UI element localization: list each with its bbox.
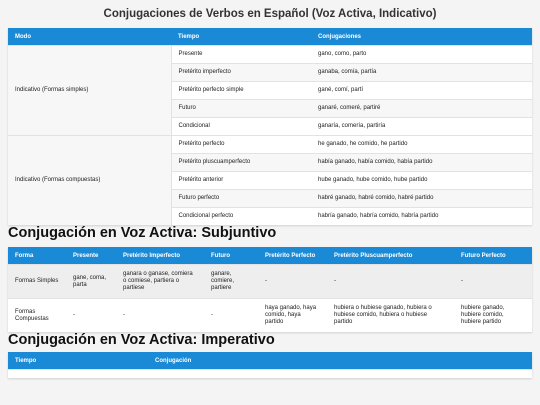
table-cell: -: [204, 299, 258, 333]
imperativo-title: Conjugación en Voz Activa: Imperativo: [8, 332, 275, 348]
tiempo-cell: Pretérito perfecto: [171, 136, 311, 154]
conjugacion-cell: había ganado, había comido, había partido: [311, 154, 532, 172]
subjuntivo-table: [8, 247, 532, 332]
table-cell: [8, 370, 148, 379]
table-cell: -: [258, 265, 327, 299]
tiempo-cell: Condicional perfecto: [171, 208, 311, 226]
column-header: Pretérito Pluscuamperfecto: [327, 247, 454, 265]
conjugacion-cell: he ganado, he comido, he partido: [311, 136, 532, 154]
conjugacion-cell: hube ganado, hube comido, hube partido: [311, 172, 532, 190]
tiempo-cell: Futuro: [171, 100, 311, 118]
indicativo-table: [8, 28, 532, 225]
table-cell: -: [454, 265, 532, 299]
conjugacion-cell: ganaba, comía, partía: [311, 64, 532, 82]
indicativo-header-row: [8, 28, 532, 46]
subjuntivo-header-row: [8, 247, 532, 265]
column-header: Futuro Perfecto: [454, 247, 532, 265]
column-header: Forma: [8, 247, 66, 265]
table-cell: -: [116, 299, 204, 333]
modo-cell: Indicativo (Formas compuestas): [8, 136, 171, 226]
table-row: [8, 299, 532, 333]
tiempo-cell: Pretérito pluscuamperfecto: [171, 154, 311, 172]
table-row: [8, 370, 532, 379]
table-row: [8, 136, 532, 154]
table-cell: hubiera o hubiese ganado, hubiera o hubiese comido, hubiera o hubiese partido: [327, 299, 454, 333]
column-header: Modo: [8, 28, 171, 46]
column-header: Conjugaciones: [311, 28, 532, 46]
column-header: Tiempo: [8, 352, 148, 370]
forma-cell: Formas Simples: [8, 265, 66, 299]
conjugacion-cell: ganaré, comeré, partiré: [311, 100, 532, 118]
conjugacion-cell: gano, como, parto: [311, 46, 532, 64]
page-title: Conjugaciones de Verbos en Español (Voz Activa, Indicativo): [103, 8, 437, 20]
conjugacion-cell: gané, comí, partí: [311, 82, 532, 100]
table-cell: [148, 370, 532, 379]
column-header: Presente: [66, 247, 116, 265]
tiempo-cell: Presente: [171, 46, 311, 64]
table-cell: gane, coma, parta: [66, 265, 116, 299]
conjugacion-cell: ganaría, comería, partiría: [311, 118, 532, 136]
tiempo-cell: Pretérito imperfecto: [171, 64, 311, 82]
conjugacion-cell: habría ganado, habría comido, habría partido: [311, 208, 532, 226]
table-row: [8, 46, 532, 64]
imperativo-table: [8, 352, 532, 378]
column-header: Pretérito Imperfecto: [116, 247, 204, 265]
table-cell: hubiere ganado, hubiere comido, hubiere partido: [454, 299, 532, 333]
table-cell: haya ganado, haya comido, haya partido: [258, 299, 327, 333]
tiempo-cell: Futuro perfecto: [171, 190, 311, 208]
table-cell: ganara o ganase, comiera o comiese, partiera o partiese: [116, 265, 204, 299]
table-cell: ganare, comiere, partiere: [204, 265, 258, 299]
subjuntivo-title: Conjugación en Voz Activa: Subjuntivo: [8, 225, 277, 241]
tiempo-cell: Pretérito anterior: [171, 172, 311, 190]
forma-cell: Formas Compuestas: [8, 299, 66, 333]
column-header: Pretérito Perfecto: [258, 247, 327, 265]
imperativo-header-row: [8, 352, 532, 370]
conjugacion-cell: habré ganado, habré comido, habré partido: [311, 190, 532, 208]
table-cell: -: [327, 265, 454, 299]
column-header: Futuro: [204, 247, 258, 265]
tiempo-cell: Condicional: [171, 118, 311, 136]
table-cell: -: [66, 299, 116, 333]
table-row: [8, 265, 532, 299]
tiempo-cell: Pretérito perfecto simple: [171, 82, 311, 100]
column-header: Conjugación: [148, 352, 532, 370]
column-header: Tiempo: [171, 28, 311, 46]
modo-cell: Indicativo (Formas simples): [8, 46, 171, 136]
